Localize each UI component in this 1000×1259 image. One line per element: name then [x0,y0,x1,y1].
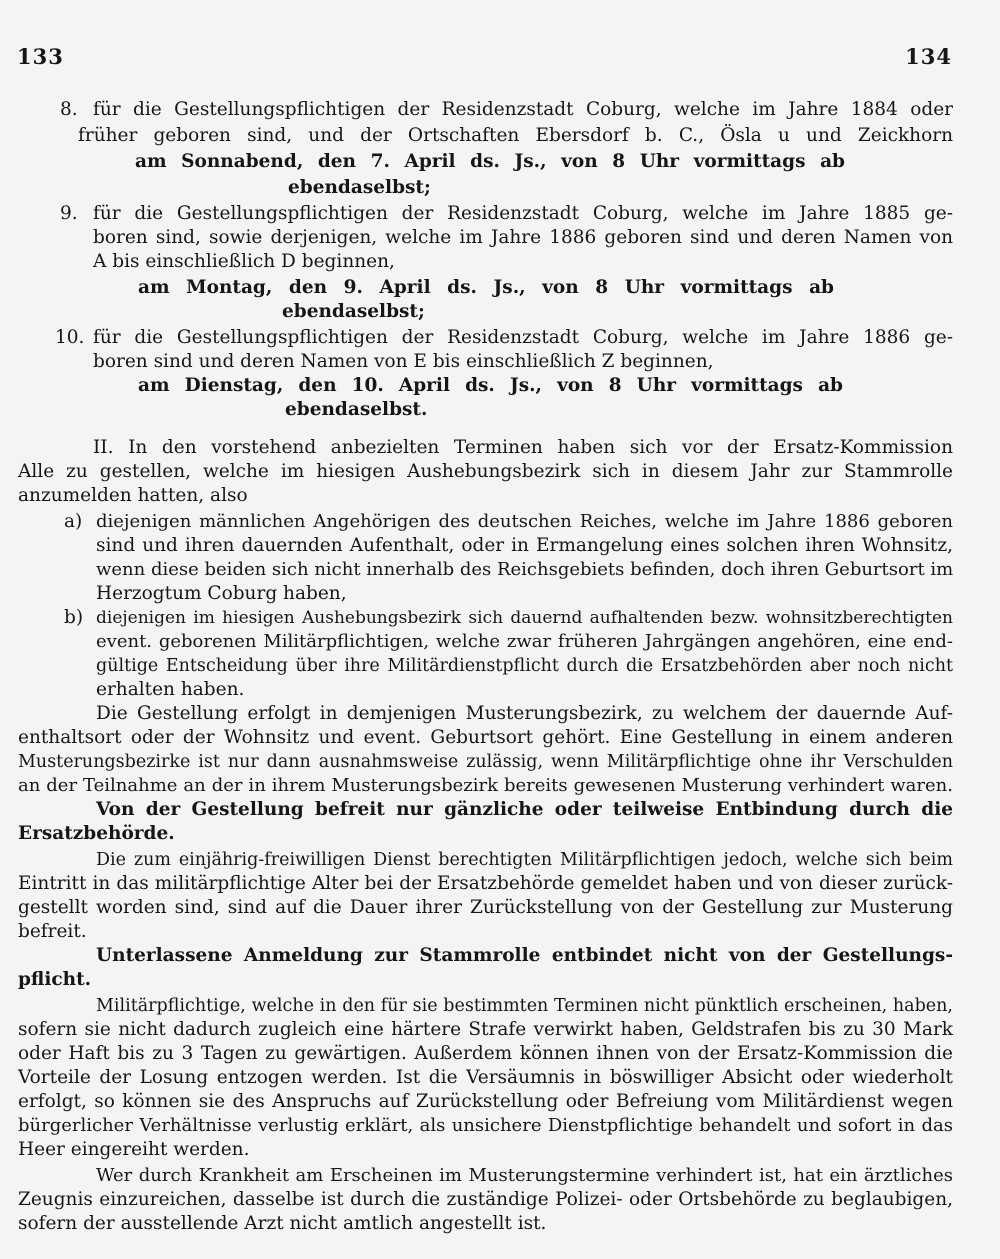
schedule-line: ebendaselbst; [288,177,431,198]
text-line: diejenigen im hiesigen Aushebungsbezirk sich dauernd aufhaltenden bezw. wohnsitzberechtigten [96,608,953,628]
schedule-line: am Dienstag, den 10. April ds. Js., von 8 Uhr vormittags ab [138,375,843,396]
text-line: sofern der ausstellende Arzt nicht amtlich angestellt ist. [18,1213,547,1234]
bold-heading-line: Von der Gestellung befreit nur gänzliche oder teilweise Entbindung durch die [96,799,953,820]
text-line: Heer eingereiht werden. [18,1139,250,1160]
page-number-left: 133 [17,44,64,69]
text-line: event. geborenen Militärpflichtigen, welche zwar früheren Jahrgängen angehören, eine end- [96,631,953,652]
text-line: erhalten haben. [96,679,245,700]
text-line: Herzogtum Coburg haben, [96,583,347,604]
text-line: Die zum einjährig-freiwilligen Dienst berechtigten Militärpflichtigen jedoch, welche sich beim [96,850,953,870]
item-number-8: 8. [60,99,78,120]
text-line: Alle zu gestellen, welche im hiesigen Aushebungsbezirk sich in diesem Jahr zur Stammrolle [18,461,953,482]
text-line: sind und ihren dauernden Aufenthalt, oder in Ermangelung eines solchen ihren Wohnsitz, [96,535,953,556]
schedule-line: ebendaselbst; [282,301,425,322]
text-line: Militärpflichtige, welche in den für sie bestimmten Terminen nicht pünktlich erscheinen, haben, [96,996,953,1016]
text-line: für die Gestellungspflichtigen der Residenzstadt Coburg, welche im Jahre 1884 oder [93,99,953,120]
text-line: befreit. [18,921,87,942]
schedule-line: am Montag, den 9. April ds. Js., von 8 Uhr vormittags ab [138,277,834,298]
text-line: Musterungsbezirke ist nur dann ausnahmsweise zulässig, wenn Militärpflichtige ohne ihr Verschulden [18,752,953,772]
text-line: enthaltsort oder der Wohnsitz und event. Geburtsort gehört. Eine Gestellung in einem anderen [18,727,953,748]
item-number-9: 9. [60,203,78,224]
text-line: für die Gestellungspflichtigen der Residenzstadt Coburg, welche im Jahre 1886 ge- [93,327,953,348]
schedule-line: ebendaselbst. [285,399,428,420]
text-line: Eintritt in das militärpflichtige Alter bei der Ersatzbehörde gemeldet haben und von dieser zurück- [18,873,953,894]
text-line: boren sind und deren Namen von E bis einschließlich Z beginnen, [93,351,714,372]
text-line: Wer durch Krankheit am Erscheinen im Musterungstermine verhindert ist, hat ein ärztliches [96,1165,953,1186]
bold-heading-line: Unterlassene Anmeldung zur Stammrolle entbindet nicht von der Gestellungs- [96,945,953,966]
text-line: früher geboren sind, und der Ortschaften Ebersdorf b. C., Ösla u und Zeickhorn [78,125,953,146]
text-line: bürgerlicher Verhältnisse verlustig erklärt, als unsichere Dienstpflichtige behandelt und sofort in das [18,1115,953,1136]
text-line: für die Gestellungspflichtigen der Residenzstadt Coburg, welche im Jahre 1885 ge- [93,203,953,224]
text-line: gestellt worden sind, sind auf die Dauer ihrer Zurückstellung von der Gestellung zur Musterung [18,897,953,918]
text-line: Vorteile der Losung entzogen werden. Ist die Versäumnis in böswilliger Absicht oder wiederholt [18,1067,953,1088]
text-line: erfolgt, so können sie des Anspruchs auf Zurückstellung oder Befreiung vom Militärdienst wegen [18,1091,953,1112]
text-line: an der Teilnahme an der in ihrem Musterungsbezirk bereits gewesenen Musterung verhindert waren. [18,775,953,796]
section-heading-line: II. In den vorstehend anbezielten Terminen haben sich vor der Ersatz-Kommission [93,437,953,458]
text-line: diejenigen männlichen Angehörigen des deutschen Reiches, welche im Jahre 1886 geboren [96,511,953,532]
text-line: A bis einschließlich D beginnen, [93,251,395,272]
bold-heading-line: Ersatzbehörde. [18,823,175,844]
text-line: boren sind, sowie derjenigen, welche im Jahre 1886 geboren sind und deren Namen von [93,227,953,248]
text-line: oder Haft bis zu 3 Tagen zu gewärtigen. Außerdem können ihnen von der Ersatz-Kommission die [18,1043,953,1064]
text-line: sofern sie nicht dadurch zugleich eine härtere Strafe verwirkt haben, Geldstrafen bis zu 30 Mark [18,1019,953,1040]
text-line: Die Gestellung erfolgt in demjenigen Musterungsbezirk, zu welchem der dauernde Auf- [96,703,953,724]
schedule-line: am Sonnabend, den 7. April ds. Js., von 8 Uhr vormittags ab [135,151,845,172]
text-line: Zeugnis einzureichen, dasselbe ist durch die zuständige Polizei- oder Ortsbehörde zu beglaubigen, [18,1189,953,1210]
list-marker-a: a) [64,511,83,532]
list-marker-b: b) [64,607,84,628]
text-line: gültige Entscheidung über ihre Militärdienstpflicht durch die Ersatzbehörden aber noch nicht [96,656,953,676]
text-line: anzumelden hatten, also [18,485,248,506]
item-number-10: 10. [55,327,85,348]
bold-heading-line: pflicht. [18,969,92,990]
text-line: wenn diese beiden sich nicht innerhalb des Reichsgebiets befinden, doch ihren Geburtsort im [96,559,954,580]
page-number-right: 134 [905,44,952,69]
